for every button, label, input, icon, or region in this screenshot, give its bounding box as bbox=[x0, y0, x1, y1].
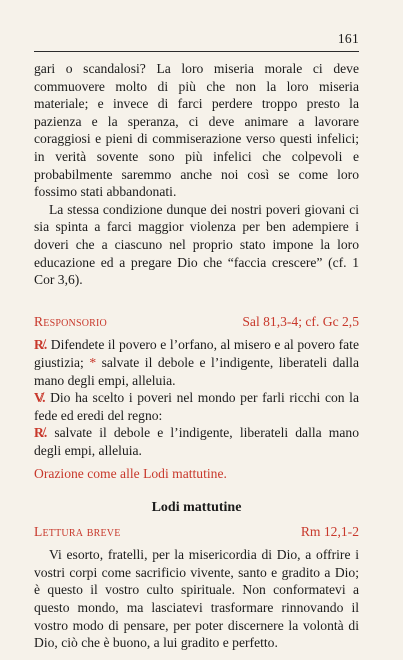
responsorio-v-text: Dio ha scelto i poveri nel mondo per farli ricchi con la fede ed eredi del regno: bbox=[34, 390, 359, 423]
asterisk-mark: * bbox=[89, 354, 97, 370]
lettura-header bbox=[34, 523, 359, 541]
responsorio-v bbox=[34, 389, 359, 424]
versicle-symbol: V̸. bbox=[34, 390, 46, 406]
paragraph-2: La stessa condizione dunque dei nostri poveri giovani ci sia spinta a farci maggior violenza per ben adempiere i doveri che a ciascuno nel proprio stato impone la loro educazione ed a pregare Dio che “faccia crescere” (cf. 1 Cor 3,6). bbox=[34, 201, 359, 288]
responsorio-reference: Sal 81,3-4; cf. Gc 2,5 bbox=[242, 313, 359, 329]
responsorio-label: Responsorio bbox=[34, 313, 107, 329]
responsorio-r2-text: salvate il debole e l’indigente, liberateli dalla mano degli empi, alleluia. bbox=[34, 425, 359, 458]
page-number: 161 bbox=[337, 31, 359, 46]
lettura-label: Lettura breve bbox=[34, 523, 121, 539]
responsorio-r1-text: Difendete il povero e l’orfano, al misero e al povero fate giustizia; bbox=[34, 337, 359, 370]
responsorio-r1-tail: salvate il debole e l’indigente, liberateli dalla mano degli empi, alleluia. bbox=[34, 354, 359, 388]
responsorio-r2 bbox=[34, 424, 359, 459]
response-symbol: R̸. bbox=[34, 337, 48, 353]
response-symbol-2: R̸. bbox=[34, 425, 48, 441]
lettura-reference: Rm 12,1-2 bbox=[300, 523, 359, 539]
paragraph-1: gari o scandalosi? La loro miseria morale ci deve commuovere molto di più che non la loro miseria materiale; e invece di farci perdere troppo presto la pazienza e la speranza, ci deve animare a lavorare coraggiosi e pieni di commiserazione verso questi infelici; in verità sovente sono più infelici che colpevoli e probabilmente saremmo anche noi così se come loro fossimo stati abbandonati. bbox=[34, 61, 359, 200]
orazione-rubric: Orazione come alle Lodi mattutine. bbox=[34, 466, 227, 482]
responsorio-r1 bbox=[34, 336, 359, 389]
header-rule bbox=[34, 51, 359, 52]
lodi-heading: Lodi mattutine bbox=[151, 500, 242, 516]
page-content bbox=[34, 60, 359, 652]
responsorio-header bbox=[34, 313, 359, 331]
lettura-text: Vi esorto, fratelli, per la misericordia di Dio, a offrire i vostri corpi come sacrificio vivente, santo e gradito a Dio; è questo il vostro culto spirituale. Non conformatevi a questo mondo, ma lasciatevi trasformare rinnovando il vostro modo di pensare, per poter discernere la volontà di Dio, ciò che è buono, a lui gradito e perfetto. bbox=[34, 547, 359, 651]
